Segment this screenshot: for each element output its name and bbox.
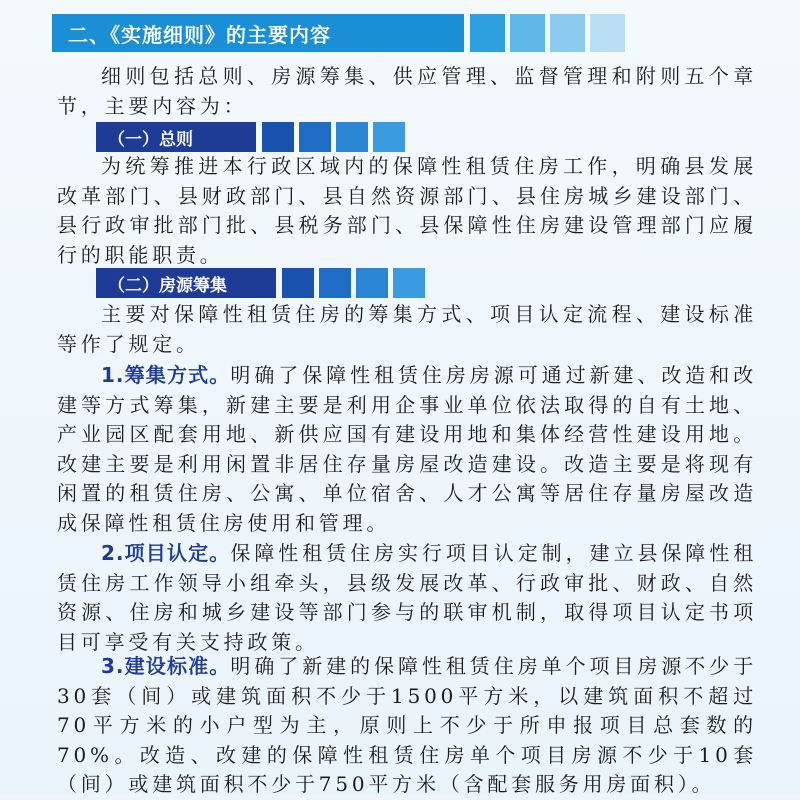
decorative-square <box>373 122 405 152</box>
decorative-square <box>550 14 585 52</box>
decorative-square <box>282 268 314 298</box>
section-title: 二、《实施细则》的主要内容 <box>52 14 464 52</box>
decorative-square <box>510 14 545 52</box>
intro-paragraph: 细则包括总则、房源筹集、供应管理、监督管理和附则五个章节，主要内容为： <box>57 64 757 118</box>
subsection-header-general <box>96 122 405 152</box>
list-item <box>57 361 757 539</box>
decorative-square <box>336 122 368 152</box>
decorative-square <box>470 14 505 52</box>
item-text: 明确了保障性租赁住房房源可通过新建、改造和改建等方式筹集，新建主要是利用企事业单位依法取得的自有土地、产业园区配套用地、新供应国有建设用地和集体经营性建设用地。改建主要是利用闲置非居住存量房屋改造建设。改造主要是将现有闲置的租赁住房、公寓、单位宿舍、人才公寓等居住存量房屋改造成保障性租赁住房使用和管理。 <box>57 363 757 535</box>
subsection-header-housing-source <box>96 268 425 298</box>
item-lead: 3.建设标准。 <box>101 654 231 678</box>
subsection-title: （一）总则 <box>96 122 256 152</box>
subsection-title: （二）房源筹集 <box>96 268 276 298</box>
item-text: 明确了新建的保障性租赁住房单个项目房源不少于30套（间）或建筑面积不少于1500平方米，以建筑面积不超过70平方米的小户型为主，原则上不少于所申报项目总套数的70%。改造、改建的保障性租赁住房单个项目房源不少于10套（间）或建筑面积不少于750平方米（含配套服务用房面积）。 <box>57 654 757 797</box>
housing-source-intro-paragraph: 主要对保障性租赁住房的筹集方式、项目认定流程、建设标准等作了规定。 <box>57 302 757 356</box>
decorative-square <box>262 122 294 152</box>
item-lead: 1.筹集方式。 <box>101 363 231 387</box>
list-item <box>57 539 757 657</box>
decorative-square <box>319 268 351 298</box>
general-paragraph: 为统筹推进本行政区域内的保障性租赁住房工作，明确县发展改革部门、县财政部门、县自然资源部门、县住房城乡建设部门、县行政审批部门批、县税务部门、县保障性住房建设管理部门应履行的职能职责。 <box>57 154 757 267</box>
decorative-square <box>356 268 388 298</box>
decorative-square <box>393 268 425 298</box>
decorative-square <box>590 14 625 52</box>
item-text: 保障性租赁住房实行项目认定制，建立县保障性租赁住房工作领导小组牵头，县级发展改革、行政审批、财政、自然资源、住房和城乡建设等部门参与的联审机制，取得项目认定书项目可享受有关支持政策。 <box>57 541 757 654</box>
section-header <box>52 14 625 52</box>
decorative-square <box>299 122 331 152</box>
item-lead: 2.项目认定。 <box>101 541 231 565</box>
list-item <box>57 652 757 800</box>
